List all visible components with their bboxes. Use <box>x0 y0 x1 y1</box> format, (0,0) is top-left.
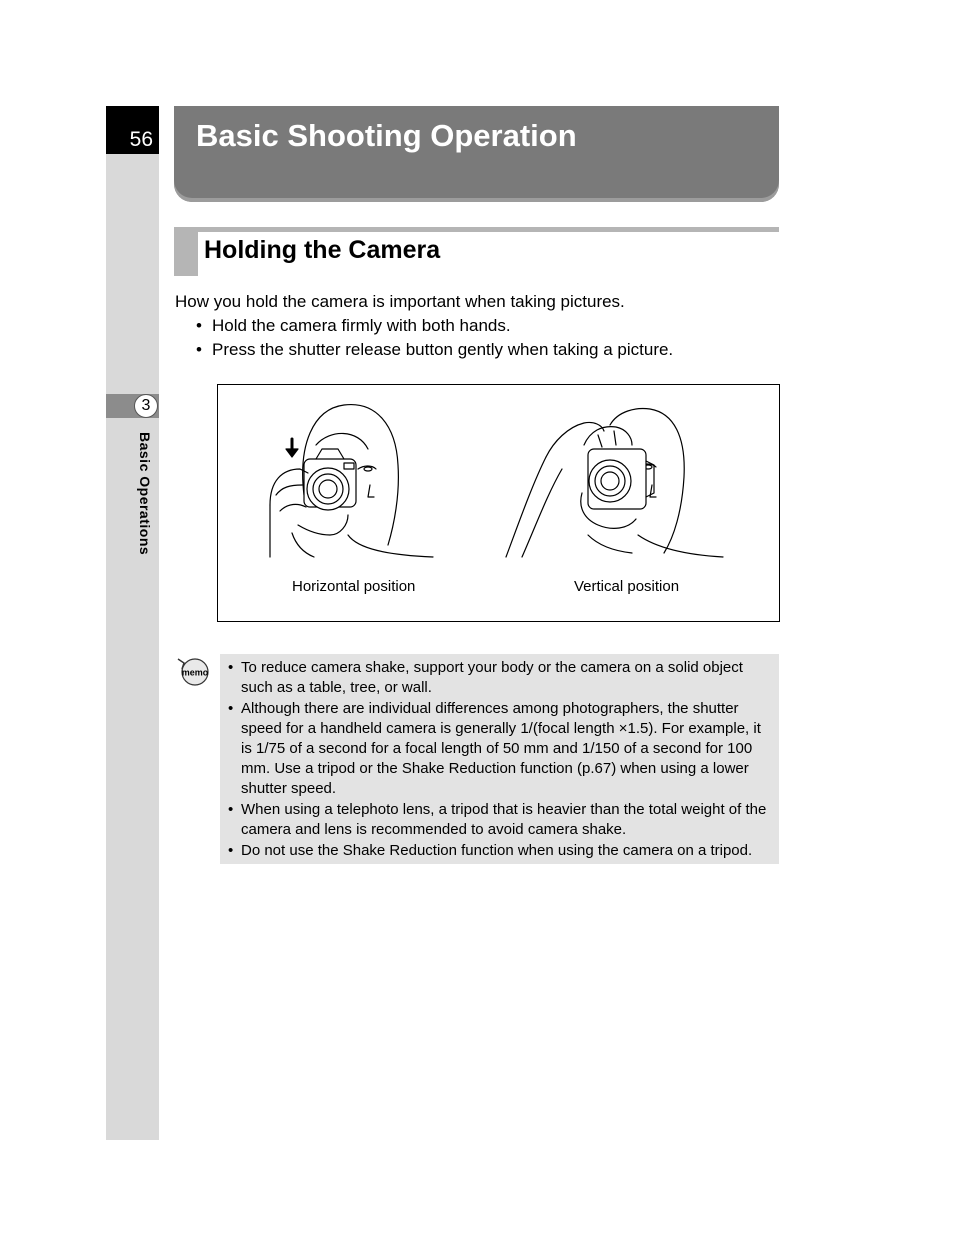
memo-list <box>226 658 774 862</box>
chapter-tab <box>106 394 159 418</box>
figure-box <box>217 384 780 622</box>
vertical-position-figure <box>506 409 723 557</box>
section-title: Holding the Camera <box>204 236 441 264</box>
memo-item: • When using a telephoto lens, a tripod that is heavier than the total weight of the camera and lens is recommended to avoid camera shake. <box>226 800 774 840</box>
page-number: 56 <box>129 128 153 151</box>
bullet-text: Press the shutter release button gently when taking a picture. <box>212 339 674 359</box>
title-banner <box>174 106 779 202</box>
page-title: Basic Shooting Operation <box>196 118 577 153</box>
caption-vertical: Vertical position <box>574 578 680 595</box>
svg-text:memo: memo <box>181 667 209 678</box>
memo-item: • Although there are individual differences among photographers, the shutter speed for a handheld camera is generally 1/(focal length ×1.5). For example, it is 1/75 of a second for a focal length of 50 mm and 1/150 of a second for 100 mm. Use a tripod or the Shake Reduction function (p.67) when using a lower shutter speed. <box>226 699 774 799</box>
bullet-item <box>196 340 673 364</box>
memo-icon <box>174 655 210 687</box>
memo-item: • To reduce camera shake, support your body or the camera on a solid object such as a table, tree, or wall. <box>226 658 774 698</box>
intro-text: How you hold the camera is important when taking pictures. <box>175 292 625 311</box>
memo-box <box>220 654 779 864</box>
bullet-list <box>196 316 673 363</box>
caption-horizontal: Horizontal position <box>292 578 416 595</box>
section-rule <box>174 227 779 232</box>
bullet-item <box>196 316 673 340</box>
horizontal-position-figure <box>270 405 433 557</box>
chapter-number: 3 <box>134 394 158 418</box>
memo-item: • Do not use the Shake Reduction function when using the camera on a tripod. <box>226 841 774 861</box>
side-strip <box>106 106 159 1140</box>
bullet-text: Hold the camera firmly with both hands. <box>212 316 511 335</box>
section-accent-block <box>174 227 198 276</box>
page-number-box <box>106 106 159 154</box>
chapter-label: Basic Operations <box>137 432 153 556</box>
